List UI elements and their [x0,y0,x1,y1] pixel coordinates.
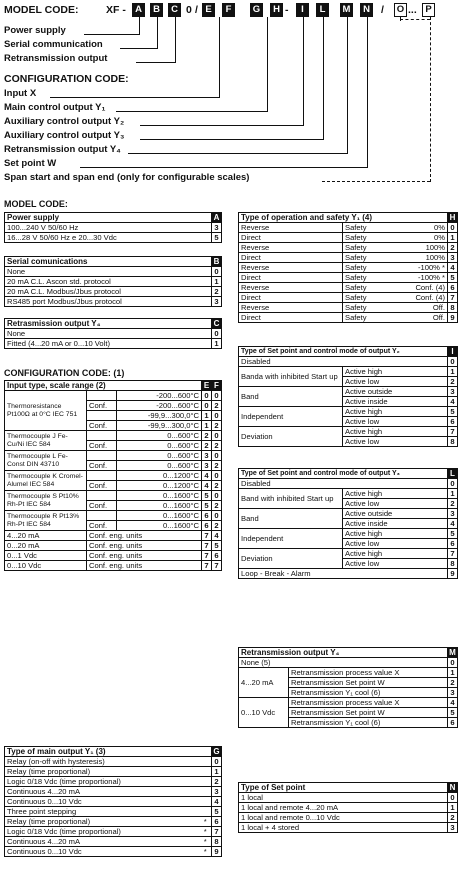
table-row: Conf. 0...1600°C 6 2 [5,521,222,531]
table-row: Retransmission Set point W 2 [239,678,458,688]
label-span: Span start and span end (only for configurable scales) [4,172,250,183]
table-row: 0...10 Vdc Conf. eng. units 7 7 [5,561,222,571]
table-row: Reverse Safety Off. 8 [239,303,458,313]
table-row: Active low 6 [239,539,458,549]
table-row: Active low 8 [239,559,458,569]
table-row: Direct Safety -100% * 5 [239,273,458,283]
table-row: 20 mA C.L. Ascon std. protocol 1 [5,277,222,287]
table-row: Deviation Active high 7 [239,427,458,437]
table-row: 0...1 Vdc Conf. eng. units 7 6 [5,551,222,561]
key-h: H [448,213,458,223]
key-f: F [212,381,222,391]
table-row: Independent Active high 5 [239,407,458,417]
table-row: Band with inhibited Start up Active high 1 [239,489,458,499]
table-row: Conf. 0...1200°C 4 2 [5,481,222,491]
code-box-p: P [422,3,435,17]
table-row: Direct Safety 100% 3 [239,253,458,263]
table-row: Conf. -99,9...300,0°C 1 2 [5,421,222,431]
model-code-section-title: MODEL CODE: [4,199,68,209]
retrans-c-table [4,318,222,349]
retrans-m-table [238,647,458,728]
key-l: L [448,469,458,479]
table-row: 1 local and remote 0...10 Vdc 2 [239,813,458,823]
table-row: Thermocouple L Fe-Const DIN 43710 0...600°C 3 0 [5,451,222,461]
table-row: Relay (time proportional) * 6 [5,817,222,827]
table-row: Banda with inhibited Start up Active high 1 [239,367,458,377]
table-row: Conf. -200...600°C 0 2 [5,401,222,411]
table-row: Reverse Safety 100% 2 [239,243,458,253]
serial-title: Serial comunications [5,257,212,267]
code-box-i: I [296,3,309,17]
label-retrans-output-y4: Retransmission output Y₄ [4,144,121,155]
serial-table [4,256,222,307]
table-row: Thermocouple S Pt10% Rh-Pt IEC 584 0...1600°C 5 0 [5,491,222,501]
operation-title: Type of operation and safety Y₁ (4) [239,213,448,223]
label-input-x: Input X [4,88,37,99]
code-box-b: B [150,3,163,17]
table-row: Active low 2 [239,499,458,509]
retrans-m-title: Retransmission output Y₄ [239,648,448,658]
model-code-label: MODEL CODE: [4,4,79,16]
table-row: Deviation Active high 7 [239,549,458,559]
table-row: Retransmission Set point W 5 [239,708,458,718]
code-slash-1: / [195,4,198,16]
key-n: N [448,783,458,793]
config-code-label: CONFIGURATION CODE: [4,73,129,85]
setpoint-n-table [238,782,458,833]
code-dots: ... [408,4,417,16]
code-box-a: A [132,3,145,17]
code-box-l: L [316,3,329,17]
table-row: Disabled 0 [239,479,458,489]
table-row: Conf. 0...1600°C 5 2 [5,501,222,511]
table-row: 0...20 mA Conf. eng. units 7 5 [5,541,222,551]
setpoint-y3-title: Type of Set point and control mode of output Y₃ [239,469,448,479]
table-row: Reverse Safety -100% * 4 [239,263,458,273]
table-row: Three point stepping 5 [5,807,222,817]
table-row: Direct Safety Off. 9 [239,313,458,323]
table-row: Disabled 0 [239,357,458,367]
table-row: Independent Active high 5 [239,529,458,539]
table-row: Active inside 4 [239,519,458,529]
table-row: Continuous 4...20 mA 3 [5,787,222,797]
table-row: Relay (on-off with hysteresis) 0 [5,757,222,767]
key-m: M [449,648,456,657]
setpoint-y3-table [238,468,458,579]
table-row: Fitted (4...20 mA or 0...10 Volt) 1 [5,339,222,349]
table-row: Reverse Safety 0% 0 [239,223,458,233]
table-row: Conf. 0...600°C 3 2 [5,461,222,471]
table-row: 4...20 mA Retransmission process value X 1 [239,668,458,678]
setpoint-y2-table [238,346,458,447]
retrans-c-title: Retrasmission output Y₄ [5,319,212,329]
code-box-f: F [222,3,235,17]
power-supply-table [4,212,222,243]
table-row: Continuous 0...10 Vdc * 9 [5,847,222,857]
table-row: Band Active outside 3 [239,387,458,397]
power-supply-title: Power supply [5,213,212,223]
table-row: 1 local + 4 stored 3 [239,823,458,833]
model-prefix: XF - [106,4,126,16]
table-row: Active low 6 [239,417,458,427]
operation-table [238,212,458,323]
table-row: None 0 [5,329,222,339]
table-row: None 0 [5,267,222,277]
table-row: Active low 2 [239,377,458,387]
label-power-supply: Power supply [4,25,66,36]
label-set-point-w: Set point W [4,158,57,169]
setpoint-n-title: Type of Set point [239,783,448,793]
table-row: 100...240 V 50/60 Hz 3 [5,223,222,233]
table-row: Direct Safety 0% 1 [239,233,458,243]
table-row: Thermocouple R Pt13% Rh-Pt IEC 584 0...1600°C 6 0 [5,511,222,521]
table-row: Loop - Break - Alarm 9 [239,569,458,579]
code-box-e: E [202,3,215,17]
table-row: Logic 0/18 Vdc (time proportional) * 7 [5,827,222,837]
code-box-h: H [270,3,283,17]
key-b: B [212,257,222,267]
table-row: 0...10 Vdc Retransmission process value X 4 [239,698,458,708]
code-box-c: C [168,3,181,17]
key-e: E [202,381,212,391]
key-c: C [212,319,222,329]
table-row: Active low 8 [239,437,458,447]
code-box-g: G [250,3,263,17]
table-row: Continuous 4...20 mA * 8 [5,837,222,847]
label-retransmission-output: Retransmission output [4,53,108,64]
config-section-title: CONFIGURATION CODE: (1) [4,368,125,378]
code-slash-2: / [381,4,384,16]
key-g: G [213,747,220,756]
table-row: 20 mA C.L. Modbus/Jbus protocol 2 [5,287,222,297]
table-row: 4...20 mA Conf. eng. units 7 4 [5,531,222,541]
code-zero: 0 [186,4,192,16]
input-title: Input type, scale range (2) [5,381,202,391]
key-i: I [448,347,458,357]
table-row: Continuous 0...10 Vdc 4 [5,797,222,807]
table-row: RS485 port Modbus/Jbus protocol 3 [5,297,222,307]
label-aux-output-y3: Auxiliary control output Y₃ [4,130,125,141]
code-box-n: N [360,3,373,17]
table-row: Thermocouple K Cromel-Alumel IEC 584 0...1200°C 4 0 [5,471,222,481]
table-row: Band Active outside 3 [239,509,458,519]
main-output-table [4,746,222,857]
table-row: Logic 0/18 Vdc (time proportional) 2 [5,777,222,787]
label-serial-communication: Serial communication [4,39,103,50]
table-row: Thermocouple J Fe-Cu/Ni IEC 584 0...600°C 2 0 [5,431,222,441]
label-aux-output-y2: Auxiliary control output Y₂ [4,116,125,127]
table-row: Active inside 4 [239,397,458,407]
main-output-title: Type of main output Y₁ (3) [5,747,212,757]
key-a: A [212,213,222,223]
label-main-control-output: Main control output Y₁ [4,102,106,113]
setpoint-y2-title: Type of Set point and control mode of output Y₂ [239,347,448,357]
code-dash: - [285,4,289,16]
table-row: Retransmission Y₁ cool (6) 3 [239,688,458,698]
code-box-o: O [394,3,407,17]
table-row: -99,9...300,0°C 1 0 [5,411,222,421]
table-row: Thermoresistance Pt100Ω at 0°C IEC 751 -200...600°C 0 0 [5,391,222,401]
table-row: Relay (time proportional) 1 [5,767,222,777]
input-table [4,380,222,571]
table-row: Retransmission Y₁ cool (6) 6 [239,718,458,728]
table-row: 1 local 0 [239,793,458,803]
table-row: 1 local and remote 4...20 mA 1 [239,803,458,813]
table-row: Reverse Safety Conf. (4) 6 [239,283,458,293]
table-row: Direct Safety Conf. (4) 7 [239,293,458,303]
table-row: 16...28 V 50/60 Hz e 20...30 Vdc 5 [5,233,222,243]
table-row: Conf. 0...600°C 2 2 [5,441,222,451]
code-box-m: M [340,3,353,17]
table-row: None (5) 0 [239,658,458,668]
